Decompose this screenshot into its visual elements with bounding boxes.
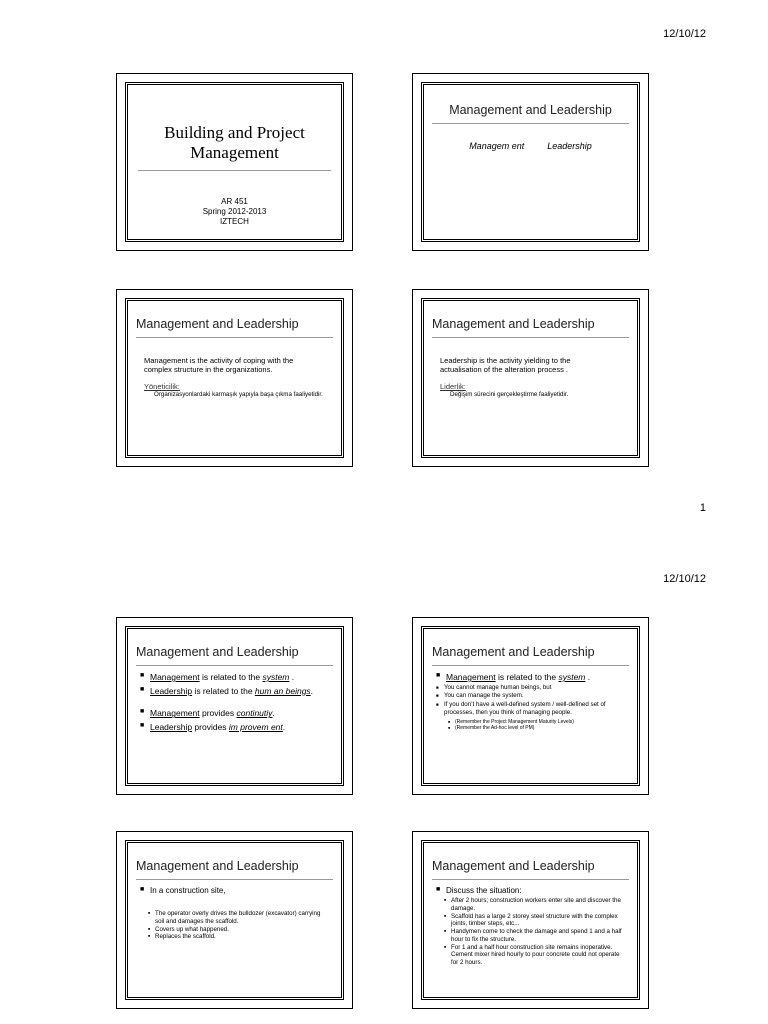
turkish-text: Değişim sürecini gerçekleştirme faaliyetidir. <box>450 391 569 399</box>
turkish-label: Liderlik: <box>440 381 466 391</box>
slide-manage-the-system <box>412 617 649 795</box>
definition-text: Management is the activity of coping with the complex structure in the organizations. <box>144 356 294 375</box>
list-item: ■ You can manage the system. <box>436 692 627 700</box>
turkish-text: Organizasyonlardaki karmaşık yapıyla başa çıkma faaliyetidir. <box>154 391 323 399</box>
bullet-list <box>436 886 627 896</box>
slide-heading: Management and Leadership <box>136 859 333 880</box>
list-item: ■ In a construction site, <box>140 886 331 896</box>
slide-heading: Management and Leadership <box>432 645 629 666</box>
slide-heading: Management and Leadership <box>432 317 629 338</box>
page-number: 1 <box>699 502 706 514</box>
slide-frame <box>125 840 344 1000</box>
list-item: ■ Covers up what happened. <box>148 926 331 934</box>
list-item: ■ Discuss the situation: <box>436 886 627 896</box>
bullet-list <box>140 886 331 896</box>
slide-management-leadership-intro <box>412 73 649 251</box>
list-item: ■ For 1 and a half hour construction site remains inoperative. Cement mixer hired hourly to pour concrete could not operate for 2 hours. <box>444 944 627 967</box>
keyword-leadership: Leadership <box>547 141 592 151</box>
sub-list <box>436 684 627 717</box>
slide-frame <box>421 626 640 786</box>
slide-frame <box>125 626 344 786</box>
list-item: ■ If you don’t have a well-defined system / well-defined set of processes, then you think of managing people. <box>436 701 627 717</box>
course-code: AR 451 <box>221 197 248 206</box>
slide-management-definition <box>116 289 353 467</box>
slide-system-vs-people <box>116 617 353 795</box>
course-info <box>128 197 341 227</box>
slide-heading: Management and Leadership <box>136 645 333 666</box>
bullet-list <box>436 672 627 683</box>
slide-heading: Management and Leadership <box>136 317 333 338</box>
note-list <box>436 719 627 732</box>
list-item: ■ (Remember the Ad-hoc level of PM) <box>448 725 627 731</box>
list-item: ■ You cannot manage human beings, but <box>436 684 627 692</box>
course-term: Spring 2012-2013 <box>202 207 267 216</box>
school-name: IZTECH <box>220 217 249 226</box>
slide-construction-site <box>116 831 353 1009</box>
page1-date: 12/10/12 <box>663 28 706 40</box>
list-item: ■ Scaffold has a large 2 storey steel structure with the complex joints, timber steps, etc... <box>444 913 627 929</box>
slide-body <box>140 886 331 943</box>
slide-body <box>436 886 627 967</box>
keyword-management: Managem ent <box>469 141 525 151</box>
slide-heading: Management and Leadership <box>432 859 629 880</box>
slide-body <box>144 356 331 399</box>
slide-frame <box>125 298 344 458</box>
list-item: ■ (Remember the Project Management Maturity Levels) <box>448 719 627 725</box>
list-item: ■ Handymen come to check the damage and spend 1 and a half hour to fix the structure. <box>444 928 627 944</box>
list-item: ■ After 2 hours; construction workers enter site and discover the damage. <box>444 897 627 913</box>
slide-title <box>116 73 353 251</box>
slide-frame <box>421 840 640 1000</box>
slide-main-title: Building and Project Management <box>138 123 331 171</box>
slide-frame <box>421 82 640 242</box>
slide-keywords <box>424 141 637 151</box>
page2-date: 12/10/12 <box>663 573 706 585</box>
sub-list <box>140 910 331 941</box>
list-item: ■ Leadership is related to the hum an beings. <box>140 686 331 697</box>
list-item: ■ Management provides continutiy. <box>140 708 331 719</box>
slide-heading: Management and Leadership <box>432 103 629 124</box>
slide-frame <box>125 82 344 242</box>
list-item: ■ Leadership provides im provem ent. <box>140 722 331 733</box>
sub-list <box>436 897 627 967</box>
slide-frame <box>421 298 640 458</box>
list-item: ■ Management is related to the system . <box>436 672 627 683</box>
slide-discuss-situation <box>412 831 649 1009</box>
turkish-label: Yöneticilik: <box>144 381 180 391</box>
definition-text: Leadership is the activity yielding to the actualisation of the alteration process . <box>440 356 571 375</box>
slide-body <box>436 672 627 733</box>
list-item: ■ Replaces the scaffold. <box>148 933 331 941</box>
bullet-list <box>140 672 331 736</box>
list-item: ■ Management is related to the system . <box>140 672 331 683</box>
slide-body <box>440 356 627 399</box>
list-item: ■ The operator overly drives the bulldozer (excavator) carrying soil and damages the scaffold. <box>148 910 331 926</box>
slide-leadership-definition <box>412 289 649 467</box>
